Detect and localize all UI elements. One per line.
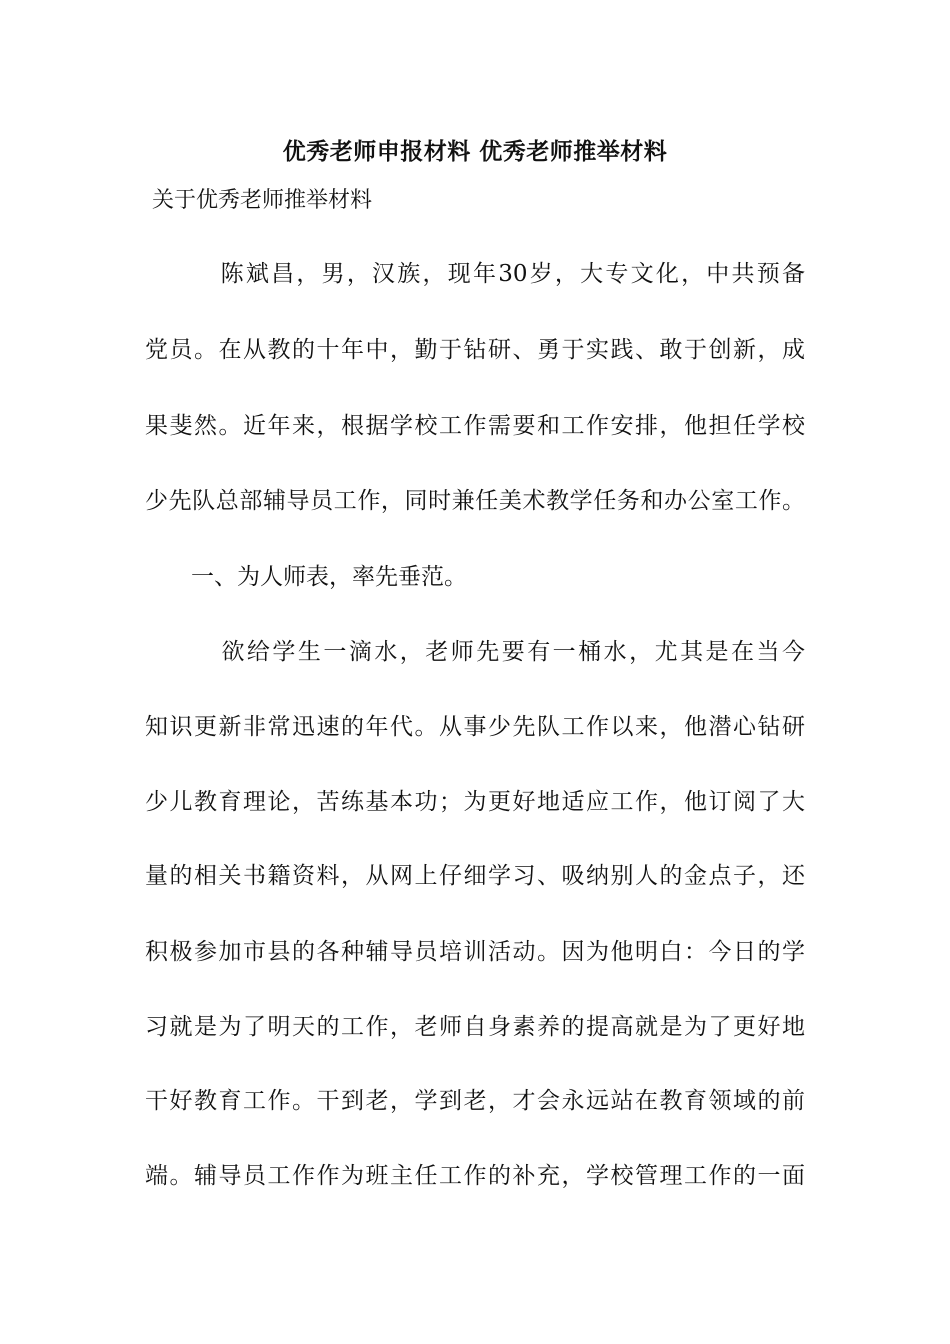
paragraph-line: 习就是为了明天的工作，老师自身素养的提高就是为了更好地 xyxy=(145,1014,805,1040)
paragraph-line: 少儿教育理论，苦练基本功；为更好地适应工作，他订阅了大 xyxy=(145,789,805,815)
document-subtitle: 关于优秀老师推举材料 xyxy=(152,188,373,213)
paragraph-line: 知识更新非常迅速的年代。从事少先队工作以来，他潜心钻研 xyxy=(145,714,805,740)
paragraph-line: 欲给学生一滴水，老师先要有一桶水，尤其是在当今 xyxy=(145,639,805,665)
paragraph-line: 端。辅导员工作作为班主任工作的补充，学校管理工作的一面 xyxy=(145,1163,805,1189)
paragraph-line: 干好教育工作。干到老，学到老，才会永远站在教育领域的前 xyxy=(145,1088,805,1114)
paragraph-line: 量的相关书籍资料，从网上仔细学习、吸纳别人的金点子，还 xyxy=(145,863,805,889)
paragraph-line: 少先队总部辅导员工作，同时兼任美术教学任务和办公室工作。 xyxy=(145,488,805,514)
paragraph-line: 果斐然。近年来，根据学校工作需要和工作安排，他担任学校 xyxy=(145,413,805,439)
paragraph-line: 陈斌昌，男，汉族，现年30岁，大专文化，中共预备 xyxy=(145,261,805,287)
paragraph-line: 积极参加市县的各种辅导员培训活动。因为他明白：今日的学 xyxy=(145,939,805,965)
paragraph-line: 党员。在从教的十年中，勤于钻研、勇于实践、敢于创新，成 xyxy=(145,337,805,363)
document-title: 优秀老师申报材料 优秀老师推举材料 xyxy=(282,138,668,165)
section-heading: 一、为人师表，率先垂范。 xyxy=(145,564,467,590)
